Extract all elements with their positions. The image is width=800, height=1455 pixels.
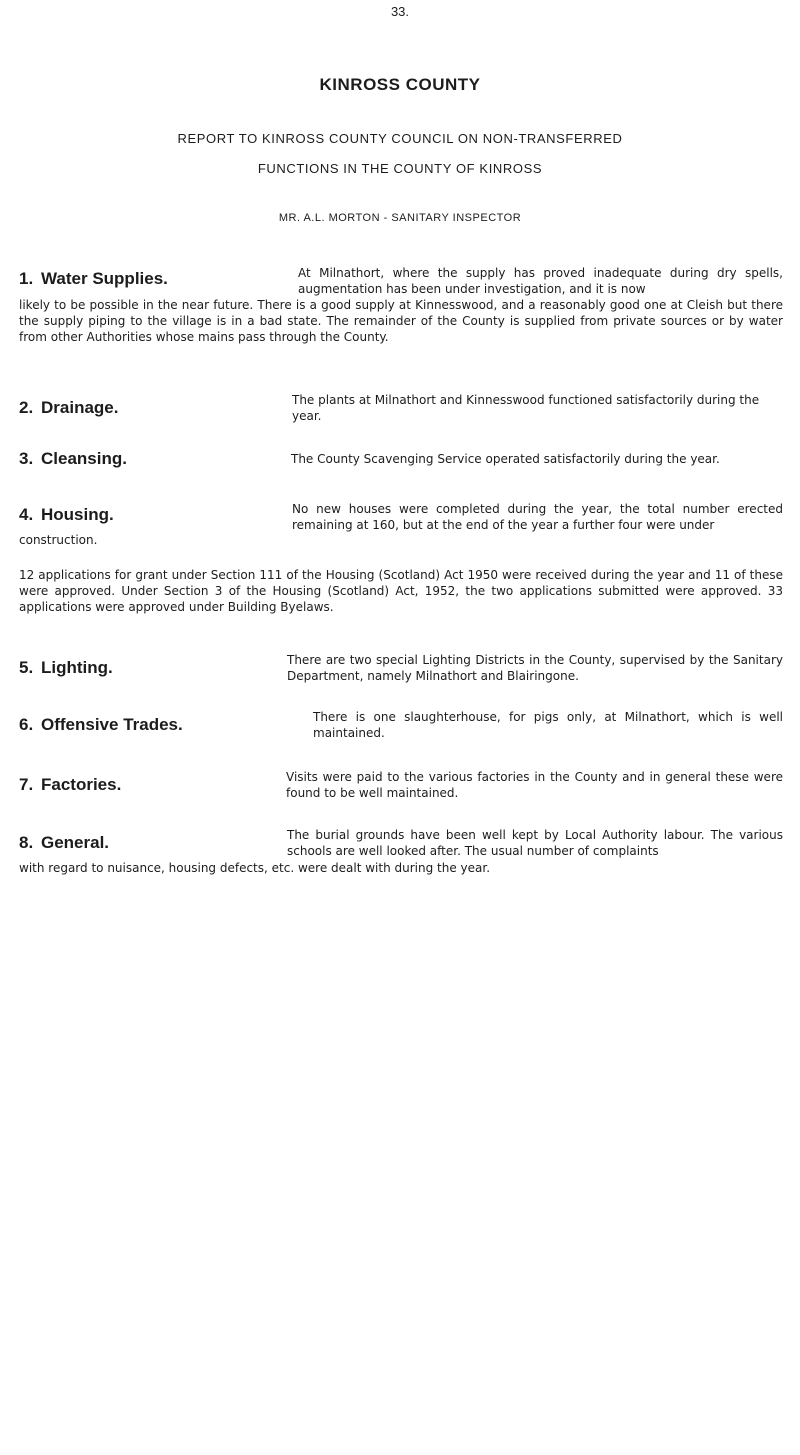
section-number: 8. xyxy=(19,833,34,852)
section-housing xyxy=(19,501,783,631)
section-lighting xyxy=(19,652,783,692)
section-cleansing xyxy=(19,451,783,475)
section-drainage xyxy=(19,392,783,432)
section-body-first: The burial grounds have been well kept by Local Authority labour. The various schools are well looked after. The usual number of complaints xyxy=(287,828,783,858)
section-title: Lighting. xyxy=(41,658,113,677)
section-number: 1. xyxy=(19,269,34,288)
section-number: 2. xyxy=(19,398,34,417)
section-water-supplies xyxy=(19,265,783,365)
section-heading xyxy=(19,658,113,678)
section-heading xyxy=(19,505,114,525)
section-number: 6. xyxy=(19,715,34,734)
section-heading xyxy=(19,398,118,418)
section-body-first: The County Scavenging Service operated satisfactorily during the year. xyxy=(291,452,720,466)
section-body-first: There are two special Lighting Districts in the County, supervised by the Sanitary Department, namely Milnathort and Blairingone. xyxy=(287,653,783,683)
report-author: MR. A.L. MORTON - SANITARY INSPECTOR xyxy=(278,212,522,224)
section-offensive-trades xyxy=(19,709,783,749)
section-heading xyxy=(19,269,168,289)
section-number: 4. xyxy=(19,505,34,524)
section-body-first: The plants at Milnathort and Kinnesswood functioned satisfactorily during the year. xyxy=(292,393,760,423)
section-title: General. xyxy=(41,833,110,852)
section-body-first: No new houses were completed during the year, the total number erected remaining at 160, but at the end of the year a further four were under xyxy=(292,502,783,532)
report-subtitle-line-1: REPORT TO KINROSS COUNTY COUNCIL ON NON-TRANSFERRED xyxy=(177,131,623,146)
section-title: Cleansing. xyxy=(41,449,127,468)
section-title: Housing. xyxy=(41,505,114,524)
section-body-rest: with regard to nuisance, housing defects, etc. were dealt with during the year. xyxy=(19,861,491,875)
section-number: 3. xyxy=(19,449,34,468)
section-heading xyxy=(19,449,127,469)
page-number: 33. xyxy=(390,4,410,19)
section-body-first: There is one slaughterhouse, for pigs only, at Milnathort, which is well maintained. xyxy=(313,710,783,740)
section-body-first: At Milnathort, where the supply has proved inadequate during dry spells, augmentation has been under investigation, and it is now xyxy=(298,266,783,296)
section-number: 7. xyxy=(19,775,34,794)
section-factories xyxy=(19,769,783,809)
section-title: Offensive Trades. xyxy=(41,715,183,734)
section-number: 5. xyxy=(19,658,34,677)
section-body-rest: construction. xyxy=(19,533,98,547)
section-title: Factories. xyxy=(41,775,122,794)
section-heading xyxy=(19,833,109,853)
section-body-extra: 12 applications for grant under Section 111 of the Housing (Scotland) Act 1950 were received during the year and 11 of these were approved. Under Section 3 of the Housing (Scotland) Act, 1952, the two applications submitted were approved. 33 applications were approved under Building Byelaws. xyxy=(19,568,783,614)
section-heading xyxy=(19,715,183,735)
page-title: KINROSS COUNTY xyxy=(319,75,481,94)
section-body-rest: likely to be possible in the near future. There is a good supply at Kinnesswood, and a reasonably good one at Cleish but there the supply piping to the village is in a bad state. The remainder of the County is supplied from private sources or by water from other Authorities whose mains pass through the County. xyxy=(19,298,783,344)
section-body-first: Visits were paid to the various factories in the County and in general these were found to be well maintained. xyxy=(286,770,783,800)
section-heading xyxy=(19,775,121,795)
section-title: Drainage. xyxy=(41,398,119,417)
section-general xyxy=(19,827,783,887)
section-title: Water Supplies. xyxy=(41,269,168,288)
report-subtitle-line-2: FUNCTIONS IN THE COUNTY OF KINROSS xyxy=(257,161,543,176)
